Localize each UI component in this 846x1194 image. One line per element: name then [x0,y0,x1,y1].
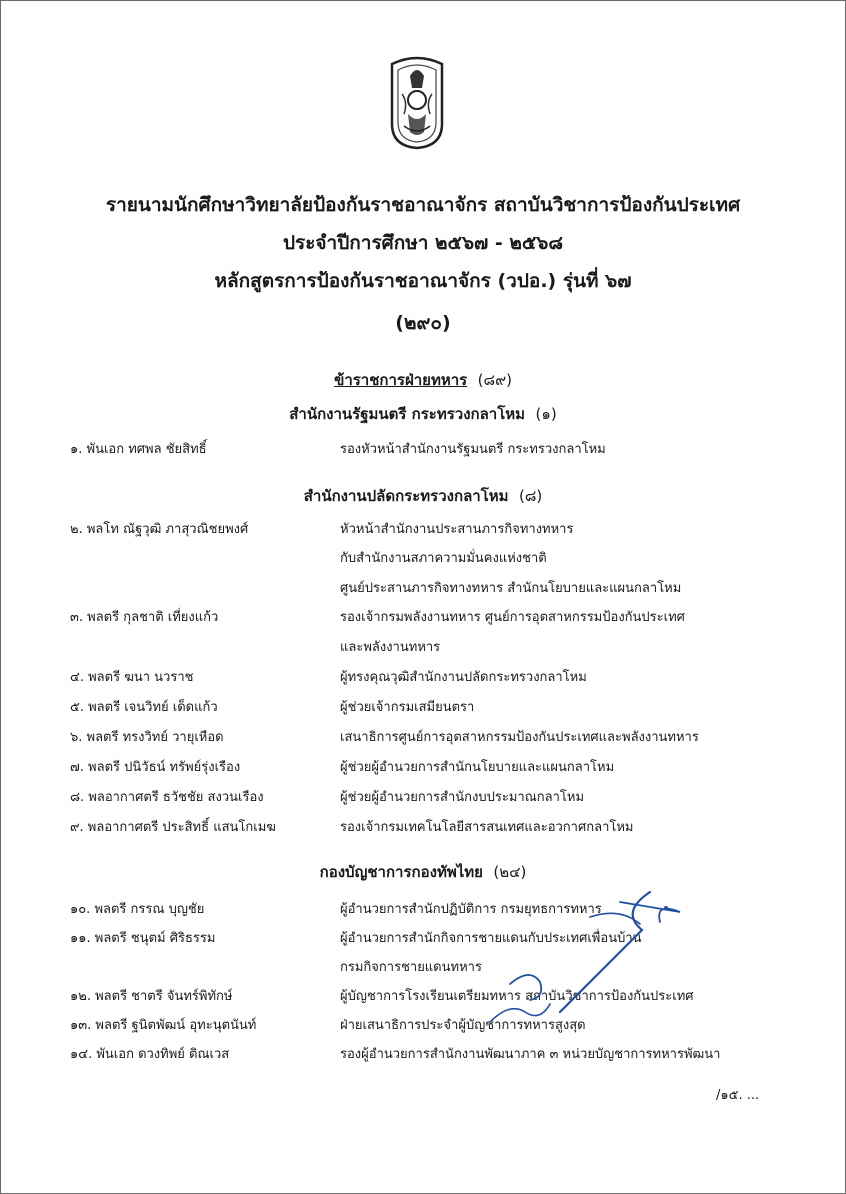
entry-position: ฝ่ายเสนาธิการประจำผู้บัญชาการทหารสูงสุด [340,1018,586,1033]
entry-name: ๗. พลตรี ปนิวัธน์ ทรัพย์รุ่งเรือง [70,760,241,775]
section-heading [0,484,846,508]
signature-icon [470,872,700,1022]
section-count: (๘) [518,487,543,505]
entry-position: รองผู้อำนวยการสำนักงานพัฒนาภาค ๓ หน่วยบัญชาการทหารพัฒนา [340,1047,721,1062]
entry-position: ศูนย์ประสานภารกิจทางทหาร สำนักนโยบายและแผนกลาโหม [340,581,682,596]
entry-name: ๑๒. พลตรี ชาตรี จันทร์พิทักษ์ [70,989,233,1004]
entry-position: ผู้อำนวยการสำนักกิจการชายแดนกับประเทศเพื่อนบ้าน [340,931,642,946]
entry-name: ๑๔. พันเอก ดวงทิพย์ ติณเวส [70,1047,230,1062]
section-label: กองบัญชาการกองทัพไทย [319,863,483,881]
entry-name: ๓. พลตรี กุลชาติ เที่ยงแก้ว [70,610,219,625]
entry-name: ๑. พันเอก ทศพล ชัยสิทธิ์ [70,442,207,457]
section-label: สำนักงานรัฐมนตรี กระทรวงกลาโหม [289,405,526,423]
entry-position: รองหัวหน้าสำนักงานรัฐมนตรี กระทรวงกลาโหม [340,442,606,457]
section-label: สำนักงานปลัดกระทรวงกลาโหม [303,487,509,505]
category-count: (๘๙) [477,371,512,389]
entry-position: ผู้ช่วยผู้อำนวยการสำนักงบประมาณกลาโหม [340,790,585,805]
entry-position: รองเจ้ากรมเทคโนโลยีสารสนเทศและอวกาศกลาโหม [340,820,634,835]
entry-position: ผู้ทรงคุณวุฒิสำนักงานปลัดกระทรวงกลาโหม [340,670,587,685]
entry-position: ผู้ช่วยเจ้ากรมเสมียนตรา [340,700,475,715]
entry-name: ๙. พลอากาศตรี ประสิทธิ์ แสนโกเมฆ [70,820,276,835]
title-line-4: (๒๙๐) [395,312,451,334]
entry-position: ผู้อำนวยการสำนักปฏิบัติการ กรมยุทธการทหาร [340,902,602,917]
entry-name: ๒. พลโท ณัฐวุฒิ ภาสุวณิชยพงศ์ [70,522,249,537]
section-heading [0,860,846,884]
title-line-2: ประจำปีการศึกษา ๒๕๖๗ - ๒๕๖๘ [282,232,564,254]
section-count: (๒๔) [493,863,527,881]
entry-name: ๑๑. พลตรี ชนุตม์ ศิริธรรม [70,931,216,946]
entry-position: รองเจ้ากรมพลังงานทหาร ศูนย์การอุตสาหกรรมป้องกันประเทศ [340,610,685,625]
entry-position: เสนาธิการศูนย์การอุตสาหกรรมป้องกันประเทศและพลังงานทหาร [340,730,699,745]
entry-position: ผู้บัญชาการโรงเรียนเตรียมทหาร สถาบันวิชาการป้องกันประเทศ [340,989,694,1004]
entry-name: ๔. พลตรี ฆนา นวราช [70,670,194,685]
entry-position: กับสำนักงานสภาความมั่นคงแห่งชาติ [340,551,547,566]
section-count: (๑) [535,405,557,423]
entry-position: ผู้ช่วยผู้อำนวยการสำนักนโยบายและแผนกลาโหม [340,760,615,775]
entry-name: ๑๐. พลตรี กรรณ บุญชัย [70,902,205,917]
emblem-seal-icon [386,54,448,150]
section-heading [0,402,846,426]
page-continuation: /๑๕. ... [716,1088,760,1103]
entry-name: ๖. พลตรี ทรงวิทย์ วายุเหือด [70,730,224,745]
entry-position: กรมกิจการชายแดนทหาร [340,960,482,975]
entry-position: หัวหน้าสำนักงานประสานภารกิจทางทหาร [340,522,574,537]
category-label: ข้าราชการฝ่ายทหาร [334,371,468,389]
title-line-3: หลักสูตรการป้องกันราชอาณาจักร (วปอ.) รุ่นที่ ๖๗ [214,270,632,292]
category-heading [0,368,846,392]
entry-name: ๕. พลตรี เจนวิทย์ เด็ดแก้ว [70,700,218,715]
entry-position: และพลังงานทหาร [340,640,441,655]
entry-name: ๘. พลอากาศตรี ธวัชชัย สงวนเรือง [70,790,264,805]
entry-name: ๑๓. พลตรี ฐนิตพัฒน์ อุทะนุตนันท์ [70,1018,257,1033]
title-line-1: รายนามนักศึกษาวิทยาลัยป้องกันราชอาณาจักร สถาบันวิชาการป้องกันประเทศ [105,194,741,216]
